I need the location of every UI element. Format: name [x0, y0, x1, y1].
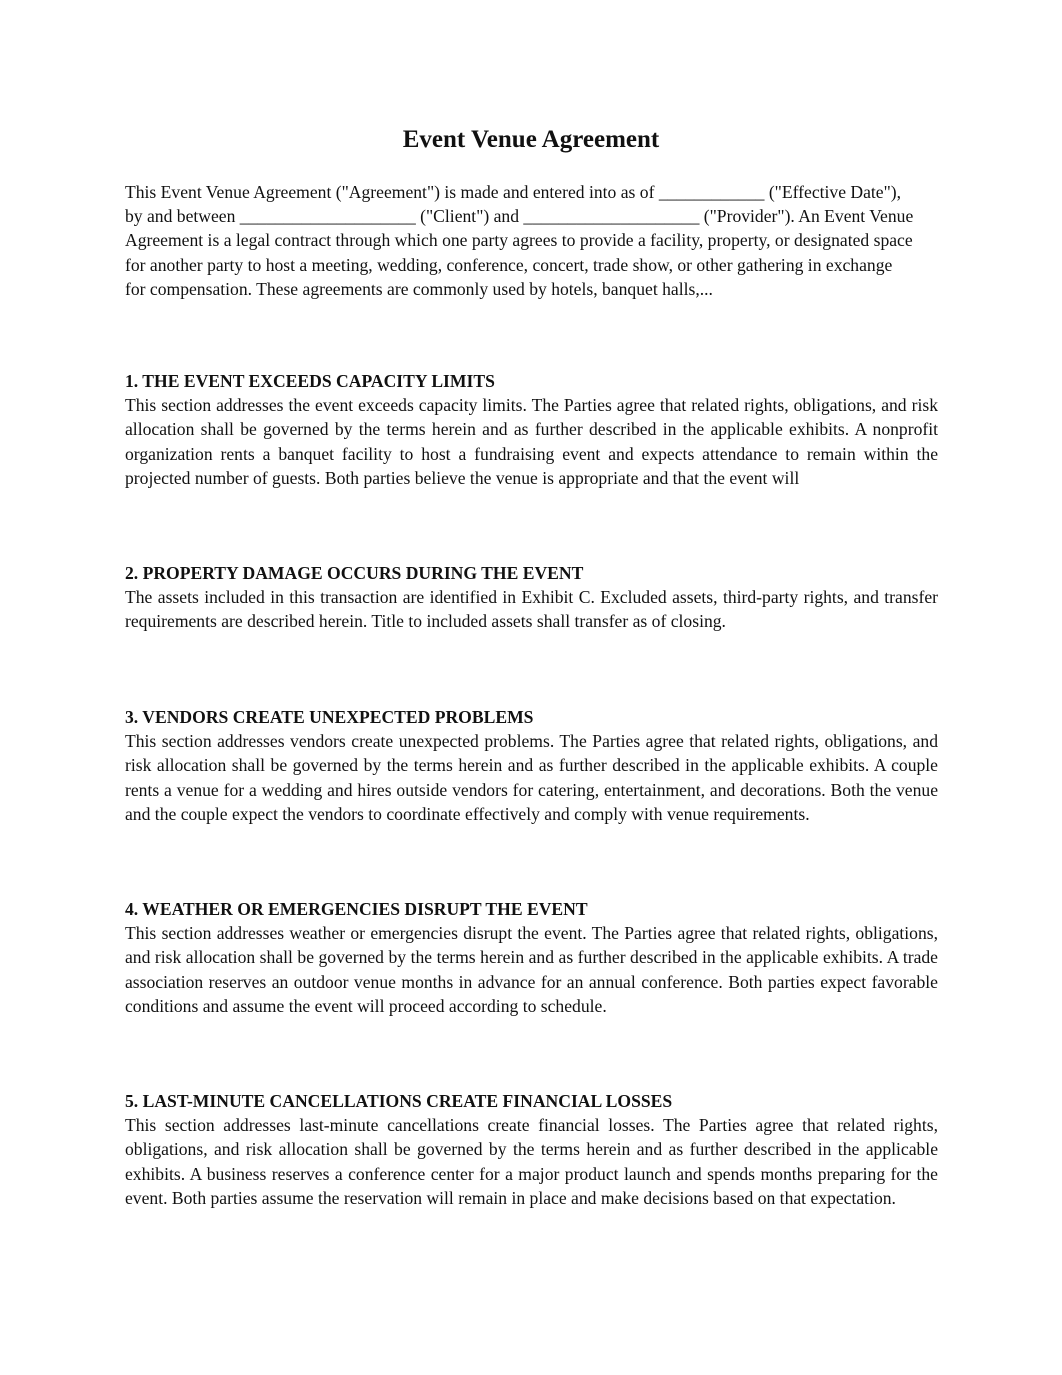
section-body: The assets included in this transaction are identified in Exhibit C. Excluded assets, third-party rights, and transfer requirements are described herein. Title to included assets shall transfer as of closing.	[125, 587, 938, 632]
section-vendor-problems	[125, 705, 938, 826]
section-body: This section addresses last-minute cancellations create financial losses. The Parties agree that related rights, obligations, and risk allocation shall be governed by the terms herein and as further described in the applicable exhibits. A business reserves a conference center for a major product launch and spends months preparing for the event. Both parties assume the reservation will remain in place and make decisions based on that expectation.	[125, 1115, 938, 1208]
section-capacity-limits	[125, 369, 938, 490]
section-cancellations	[125, 1089, 938, 1210]
document-title: Event Venue Agreement	[402, 126, 660, 153]
section-heading: 4. WEATHER OR EMERGENCIES DISRUPT THE EVENT	[125, 899, 588, 919]
section-heading: 1. THE EVENT EXCEEDS CAPACITY LIMITS	[125, 371, 495, 391]
section-heading: 2. PROPERTY DAMAGE OCCURS DURING THE EVENT	[125, 563, 584, 583]
section-property-damage	[125, 561, 938, 634]
section-body: This section addresses vendors create unexpected problems. The Parties agree that related rights, obligations, and risk allocation shall be governed by the terms herein and as further described in the applicable exhibits. A couple rents a venue for a wedding and hires outside vendors for catering, entertainment, and decorations. Both the venue and the couple expect the vendors to coordinate effectively and comply with venue requirements.	[125, 731, 938, 824]
intro-paragraph: This Event Venue Agreement ("Agreement") is made and entered into as of ____________ ("Effective Date"), by and between ____________________ ("Client") and ____________________ ("Provider"). An Event Venue Agreement is a legal contract through which one party agrees to provide a facility, property, or designated space for another party to host a meeting, wedding, conference, concert, trade show, or other gathering in exchange for compensation. These agreements are commonly used by hotels, banquet halls,...	[125, 182, 914, 299]
section-body: This section addresses weather or emergencies disrupt the event. The Parties agree that related rights, obligations, and risk allocation shall be governed by the terms herein and as further described in the applicable exhibits. A trade association reserves an outdoor venue months in advance for an annual conference. Both parties expect favorable conditions and assume the event will proceed according to schedule.	[125, 923, 938, 1016]
section-heading: 3. VENDORS CREATE UNEXPECTED PROBLEMS	[125, 707, 534, 727]
section-weather-emergencies	[125, 897, 938, 1018]
section-body: This section addresses the event exceeds capacity limits. The Parties agree that related rights, obligations, and risk allocation shall be governed by the terms herein and as further described in the applicable exhibits. A nonprofit organization rents a banquet facility to host a fundraising event and expects attendance to remain within the projected number of guests. Both parties believe the venue is appropriate and that the event will	[125, 395, 938, 488]
section-heading: 5. LAST-MINUTE CANCELLATIONS CREATE FINANCIAL LOSSES	[125, 1091, 673, 1111]
